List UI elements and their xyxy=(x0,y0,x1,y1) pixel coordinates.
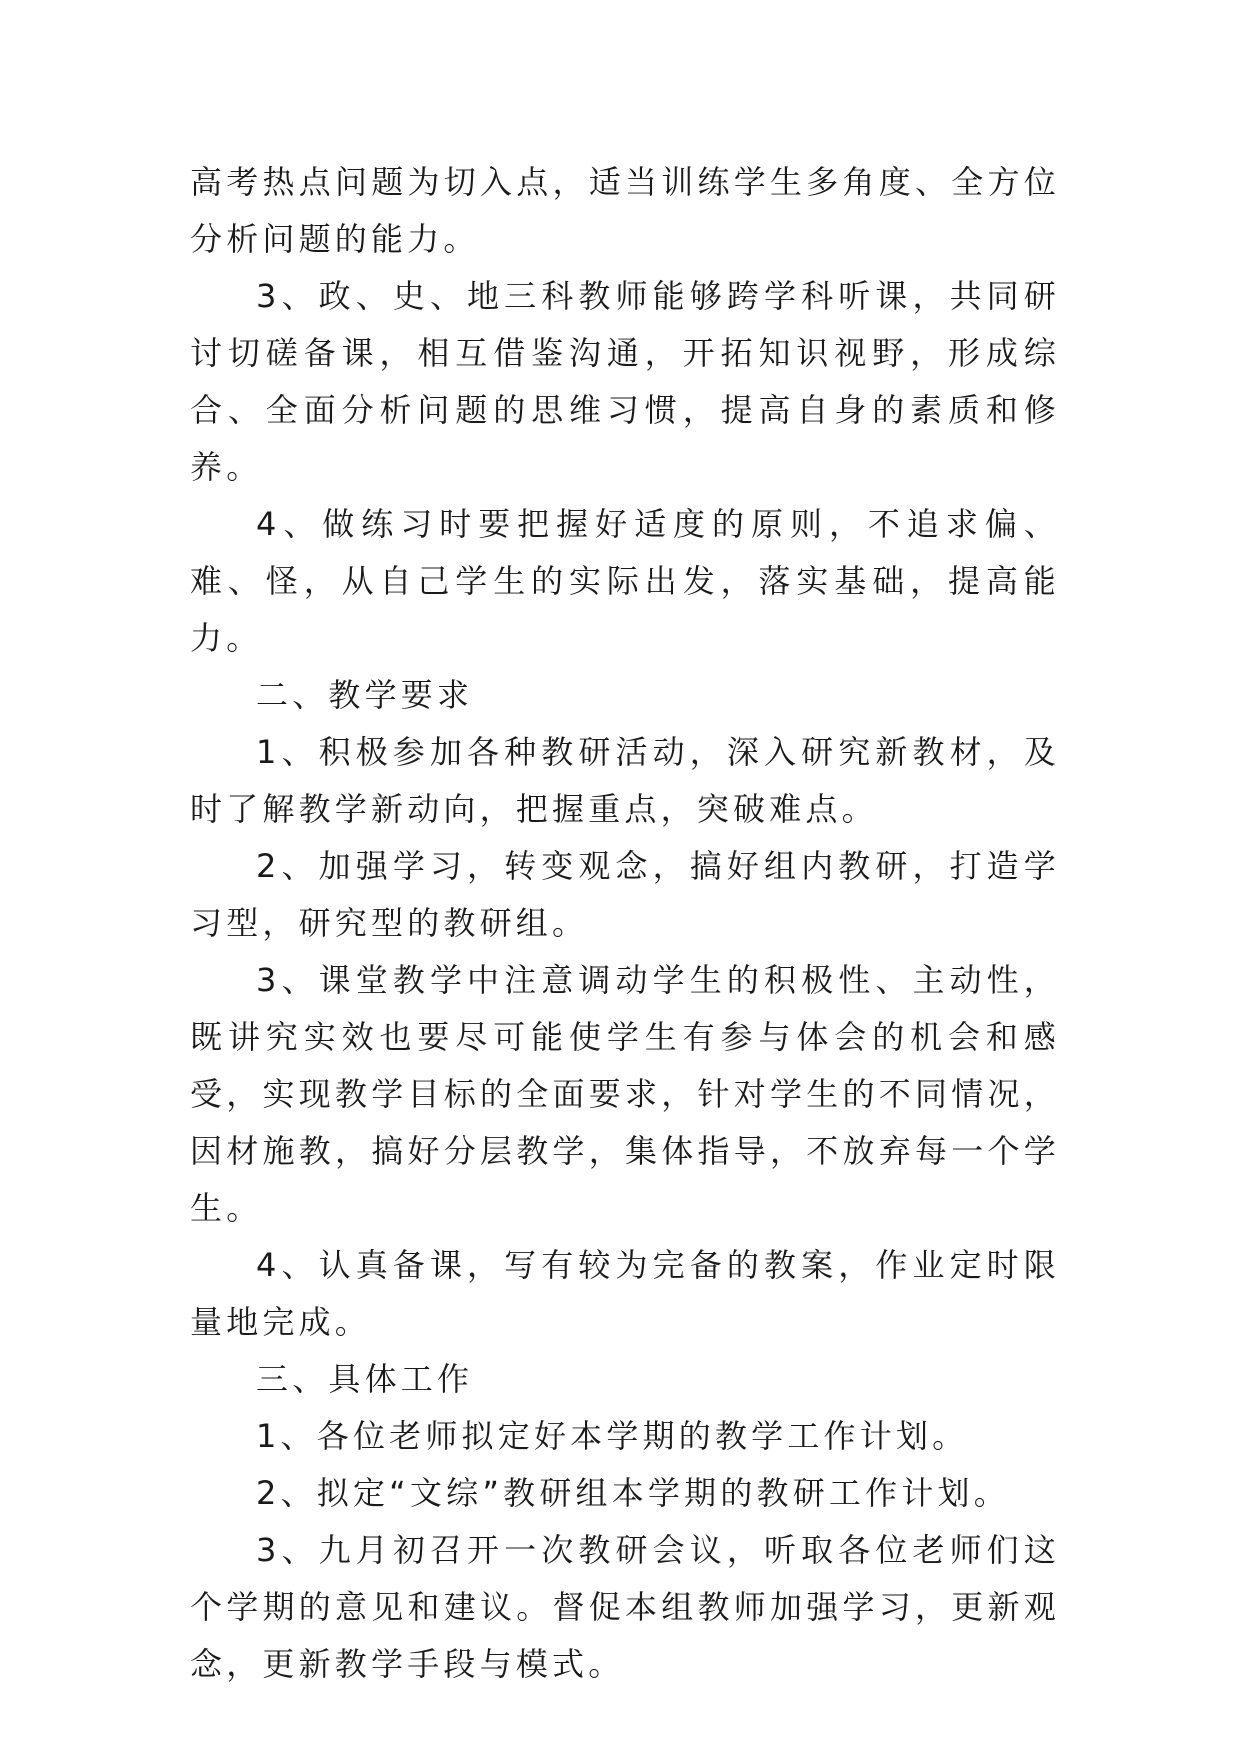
paragraph-3: 4、做练习时要把握好适度的原则，不追求偏、难、怪，从自己学生的实际出发，落实基础，提高能力。 xyxy=(190,505,1060,657)
section-heading-specific-work: 三、具体工作 xyxy=(256,1360,474,1398)
paragraph-11: 2、拟定“文综”教研组本学期的教研工作计划。 xyxy=(256,1474,1010,1512)
section-heading-teaching-requirements: 二、教学要求 xyxy=(256,676,474,714)
paragraph-2: 3、政、史、地三科教师能够跨学科听课，共同研讨切磋备课，相互借鉴沟通，开拓知识视野，形成综合、全面分析问题的思维习惯，提高自身的素质和修养。 xyxy=(190,277,1060,486)
paragraph-12: 3、九月初召开一次教研会议，听取各位老师们这个学期的意见和建议。督促本组教师加强学习，更新观念，更新教学手段与模式。 xyxy=(190,1531,1060,1683)
document-body xyxy=(190,154,1060,1693)
paragraph-6: 2、加强学习，转变观念，搞好组内教研，打造学习型，研究型的教研组。 xyxy=(190,847,1060,942)
paragraph-1: 高考热点问题为切入点，适当训练学生多角度、全方位分析问题的能力。 xyxy=(190,163,1060,258)
paragraph-8: 4、认真备课，写有较为完备的教案，作业定时限量地完成。 xyxy=(190,1246,1060,1341)
paragraph-5: 1、积极参加各种教研活动，深入研究新教材，及时了解教学新动向，把握重点，突破难点。 xyxy=(190,733,1060,828)
paragraph-10: 1、各位老师拟定好本学期的教学工作计划。 xyxy=(256,1417,969,1455)
paragraph-7: 3、课堂教学中注意调动学生的积极性、主动性，既讲究实效也要尽可能使学生有参与体会的机会和感受，实现教学目标的全面要求，针对学生的不同情况，因材施教，搞好分层教学，集体指导，不放弃每一个学生。 xyxy=(190,961,1060,1227)
